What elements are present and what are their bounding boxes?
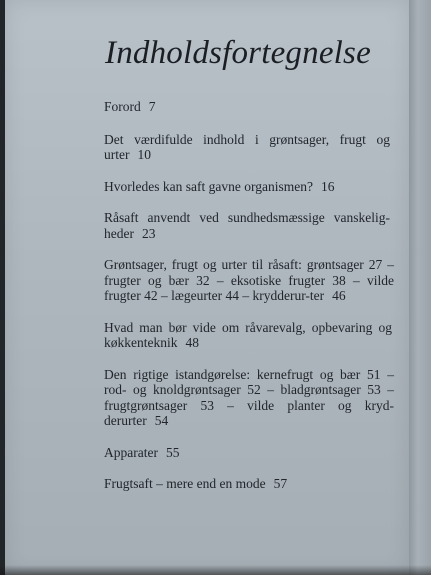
- toc-entry: [104, 445, 394, 461]
- toc-entry-text: Den rigtige istandgørelse: kernefrugt og bær 51 – rod- og knoldgrøntsager 52 – bladgrøntsager 53 – frugtgrøntsager 53 – vilde planter og kryd-derurter: [104, 366, 394, 428]
- toc-entry-page: 57: [273, 476, 288, 491]
- toc-entry-text: Det værdifulde indhold i grøntsager, frugt og urter: [104, 131, 390, 162]
- toc-entry-text: Råsaft anvendt ved sundhedsmæssige vanskelig-heder: [104, 210, 390, 241]
- page-edge: [409, 0, 431, 575]
- toc-entry-page: 23: [141, 225, 156, 241]
- page-title: Indholdsfortegnelse: [105, 35, 371, 71]
- toc-entry: [104, 476, 394, 492]
- toc-entry: [104, 320, 392, 351]
- toc-entry-page: 46: [332, 288, 346, 303]
- toc-entry-page: 54: [154, 413, 169, 428]
- toc-entry-text: Forord: [104, 99, 141, 114]
- toc-entry-page: 10: [137, 147, 151, 162]
- toc-entry: [104, 367, 394, 429]
- toc-entry: [104, 210, 390, 241]
- toc-entry: [104, 257, 394, 304]
- toc-entry: [104, 99, 394, 115]
- toc-entry: [104, 179, 394, 195]
- toc-entry-text: Hvorledes kan saft gavne organismen?: [104, 178, 313, 194]
- toc-entry-text: Grøntsager, frugt og urter til råsaft: grøntsager 27 – frugter og bær 32 – eksotiske frugter 38 – vilde frugter 42 – lægeurter 44 – krydderur-ter: [104, 257, 394, 303]
- table-of-contents: [104, 99, 394, 508]
- toc-entry-page: 16: [320, 178, 335, 194]
- toc-entry-text: Apparater: [104, 444, 158, 460]
- toc-entry-text: Frugtsaft – mere end en mode: [104, 476, 266, 491]
- toc-entry-text: Hvad man bør vide om råvarevalg, opbevaring og køkkenteknik: [104, 319, 392, 350]
- toc-entry-page: 7: [148, 99, 156, 114]
- toc-entry-page: 48: [185, 335, 199, 350]
- bottom-shadow: [0, 565, 431, 575]
- toc-entry: [104, 132, 390, 163]
- toc-entry-page: 55: [165, 444, 180, 460]
